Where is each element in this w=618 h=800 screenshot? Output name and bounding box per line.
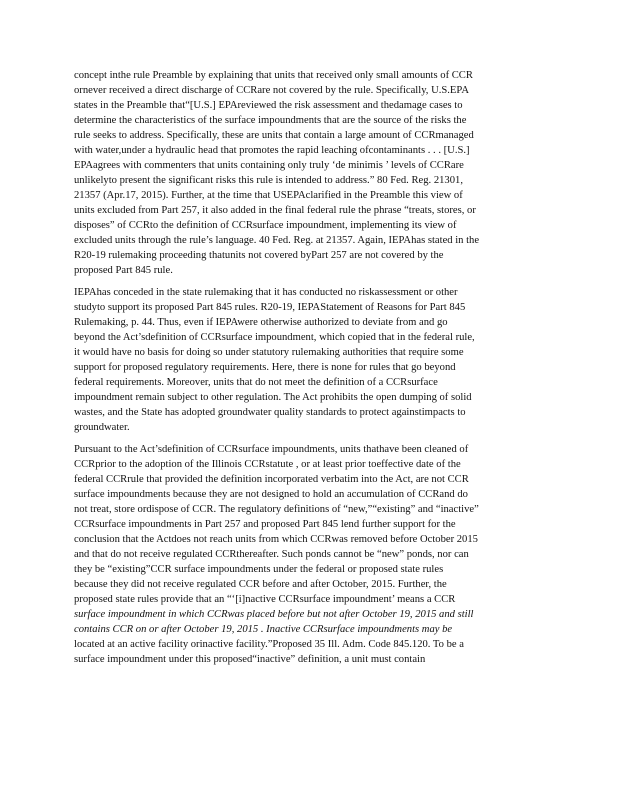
text-line: ornever received a direct discharge of CCRare not covered by the rule. Specifically, U.S.EPA <box>74 85 469 96</box>
text-line: beyond the Act’sdefinition of CCRsurface impoundment, which copied that in the federal rule, <box>74 332 475 343</box>
text-line: units excluded from Part 257, it also added in the final federal rule the phrase “treats, stores, or <box>74 205 476 216</box>
text-line: Rulemaking, p. 44. Thus, even if IEPAwere otherwise authorized to deviate from and go <box>74 317 448 328</box>
text-line: 21357 (Apr.17, 2015). Further, at the time that USEPAclarified in the Preamble this view of <box>74 190 463 201</box>
text-line: surface impoundments because they are not designed to hold an accumulation of CCRand do <box>74 489 468 500</box>
text-line: excluded units through the rule’s language. 40 Fed. Reg. at 21357. Again, IEPAhas stated in the <box>74 235 480 246</box>
text-line: Pursuant to the Act’sdefinition of CCRsurface impoundments, units thathave been cleaned of <box>74 444 469 455</box>
text-line: wastes, and the State has adopted groundwater quality standards to protect againstimpacts to <box>74 407 466 418</box>
text-line: groundwater. <box>74 422 130 433</box>
text-line: because they did not receive regulated CCR before and after October, 2015. Further, the <box>74 579 447 590</box>
text-line: states in the Preamble that“[U.S.] EPAreviewed the risk assessment and thedamage cases to <box>74 100 463 111</box>
text-line: surface impoundment under this proposed“inactive” definition, a unit must contain <box>74 654 426 665</box>
paragraph-2 <box>74 285 570 435</box>
text-line: concept inthe rule Preamble by explaining that units that received only small amounts of CCR <box>74 70 473 81</box>
text-line: federal CCRrule that provided the definition incorporated verbatim into the Act, are not CCR <box>74 474 469 485</box>
text-line: contains CCR on or after October 19, 2015 . Inactive CCRsurface impoundments may be <box>74 624 453 635</box>
paragraph-3 <box>74 442 570 667</box>
text-line: proposed state rules provide that an “‘[i]nactive CCRsurface impoundment’ means a CCR <box>74 594 456 605</box>
text-line: proposed Part 845 rule. <box>74 265 173 276</box>
text-line: EPAagrees with commenters that units containing only truly ‘de minimis ’ levels of CCRare <box>74 160 464 171</box>
text-line: conclusion that the Actdoes not reach units from which CCRwas removed before October 2015 <box>74 534 478 545</box>
text-line: and that do not receive regulated CCRthereafter. Such ponds cannot be “new” ponds, nor can <box>74 549 469 560</box>
text-line: rule seeks to address. Specifically, these are units that contain a large amount of CCRmanaged <box>74 130 474 141</box>
text-line: they be “existing”CCR surface impoundments under the federal or proposed state rules <box>74 564 444 575</box>
text-line: with water,under a hydraulic head that promotes the rapid leaching ofcontaminants . . . [U.S.] <box>74 145 470 156</box>
text-line: federal requirements. Moreover, units that do not meet the definition of a CCRsurface <box>74 377 438 388</box>
text-line: R20-19 rulemaking proceeding thatunits not covered byPart 257 are not covered by the <box>74 250 444 261</box>
text-line: it would have no basis for doing so under statutory rulemaking authorities that require some <box>74 347 464 358</box>
text-line: IEPAhas conceded in the state rulemaking that it has conducted no riskassessment or other <box>74 287 458 298</box>
text-line: CCRprior to the adoption of the Illinois CCRstatute , or at least prior toeffective date of the <box>74 459 461 470</box>
text-line: unlikelyto present the significant risks this rule is intended to address.” 80 Fed. Reg. 21301, <box>74 175 463 186</box>
text-line: support for proposed regulatory requirements. Here, there is none for rules that go beyond <box>74 362 456 373</box>
text-line: studyto support its proposed Part 845 rules. R20-19, IEPAStatement of Reasons for Part 845 <box>74 302 466 313</box>
text-line: located at an active facility orinactive facility.”Proposed 35 Ill. Adm. Code 845.120. To be a <box>74 639 464 650</box>
text-line: CCRsurface impoundments in Part 257 and proposed Part 845 lend further support for the <box>74 519 456 530</box>
text-line: not treat, store ordispose of CCR. The regulatory definitions of “new,”“existing” and “inactive” <box>74 504 479 515</box>
text-line: disposes” of CCRto the definition of CCRsurface impoundment, implementing its view of <box>74 220 457 231</box>
text-line: surface impoundment in which CCRwas placed before but not after October 19, 2015 and still <box>74 609 474 620</box>
text-line: determine the characteristics of the surface impoundments that are the source of the risks the <box>74 115 467 126</box>
paragraph-1 <box>74 68 570 278</box>
text-line: impoundment remain subject to other regulation. The Act prohibits the open dumping of solid <box>74 392 472 403</box>
